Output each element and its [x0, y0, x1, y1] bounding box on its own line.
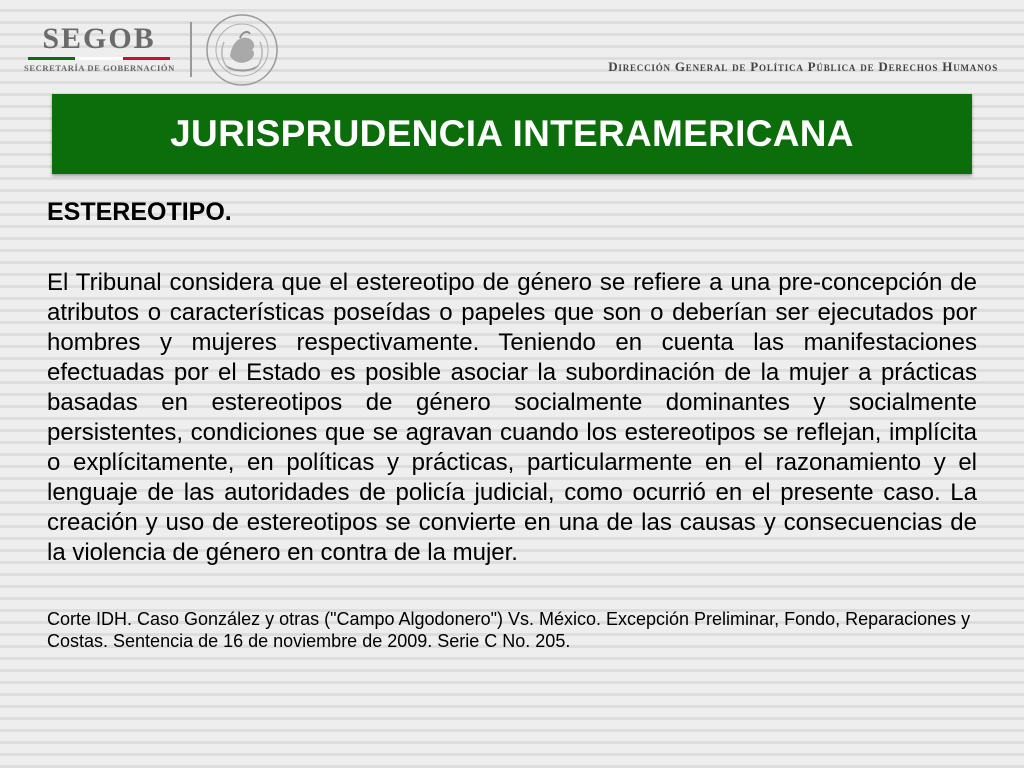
logo-subtitle: SECRETARÍA DE GOBERNACIÓN [24, 63, 175, 73]
main-content [47, 196, 977, 652]
body-paragraph: El Tribunal considera que el estereotipo de género se refiere a una pre-concepción de atributos o características poseídas o papeles que son o deberían ser ejecutados por hombres y mujeres respectivamente. Teniendo en cuenta las manifestaciones efectuadas por el Estado es posible asociar la subordinación de la mujer a prácticas basadas en estereotipos de género socialmente dominantes y socialmente persistentes, condiciones que se agravan cuando los estereotipos se reflejan, implícita o explícitamente, en políticas y prácticas, particularmente en el razonamiento y el lenguaje de las autoridades de policía judicial, como ocurrió en el presente caso. La creación y uso de estereotipos se convierte en una de las causas y consecuencias de la violencia de género en contra de la mujer. [47, 269, 977, 566]
logo-tricolor-rule [28, 57, 170, 60]
logo-wordmark: SEGOB [42, 22, 156, 55]
citation: Corte IDH. Caso González y otras ("Campo Algodonero") Vs. México. Excepción Preliminar, Fondo, Reparaciones y Costas. Sentencia de 16 de noviembre de 2009. Serie C No. 205. [47, 609, 971, 651]
segob-logo [24, 22, 174, 73]
national-seal-icon [204, 12, 280, 88]
rule-white [75, 57, 122, 60]
rule-red [123, 57, 170, 60]
title-banner [52, 94, 972, 174]
directorate-title: Dirección General de Política Pública de Derechos Humanos [608, 59, 998, 74]
rule-green [28, 57, 75, 60]
section-heading: ESTEREOTIPO. [47, 198, 232, 226]
logo-divider [190, 22, 192, 77]
page-title: JURISPRUDENCIA INTERAMERICANA [170, 113, 854, 154]
